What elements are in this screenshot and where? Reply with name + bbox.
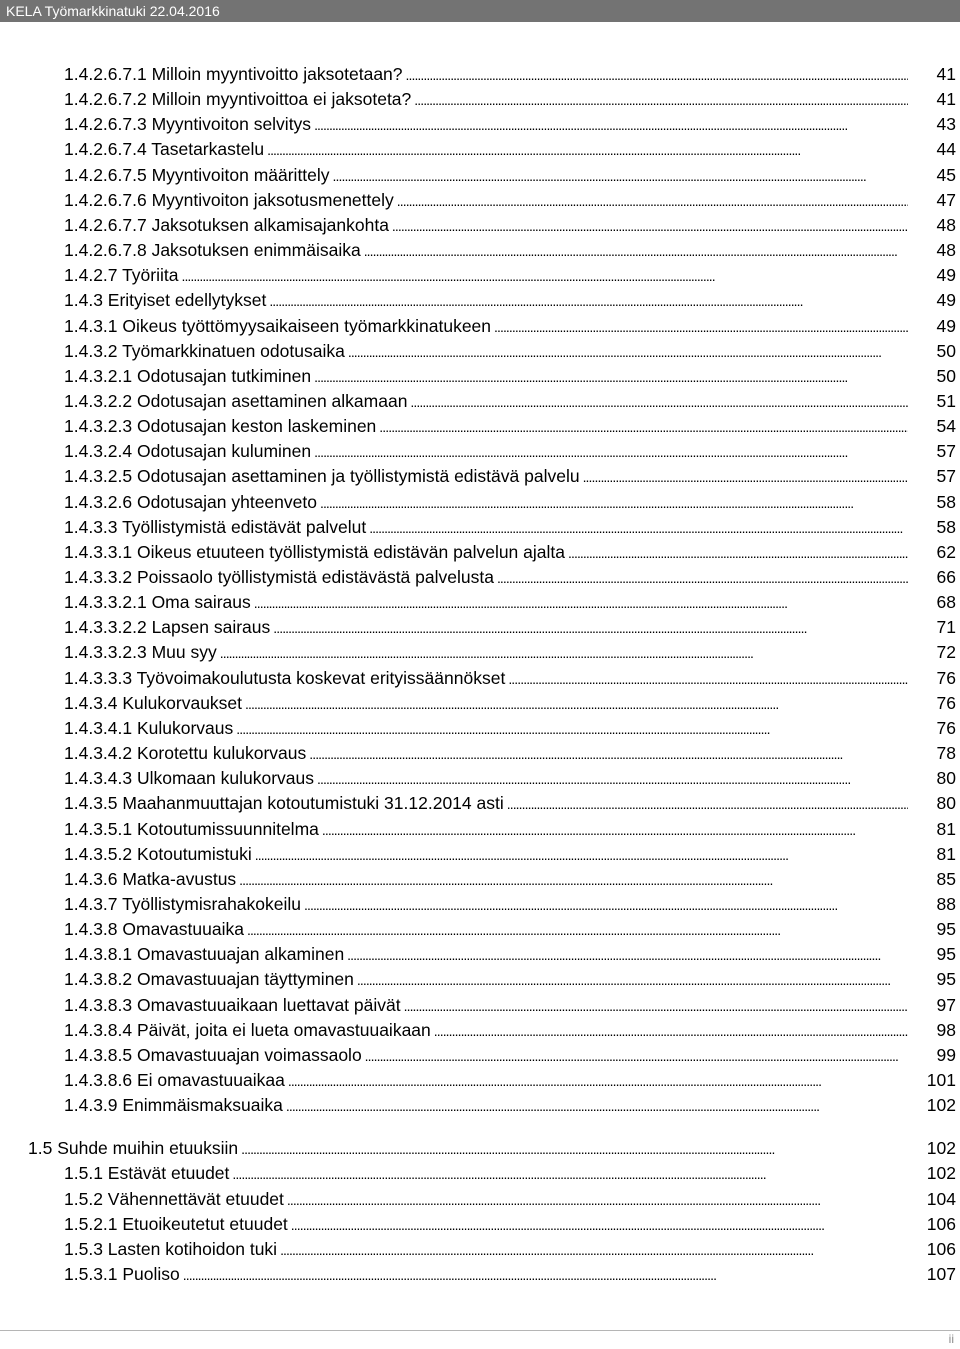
toc-entry[interactable] (64, 163, 956, 187)
toc-entry-title: 1.4.3.8.3 Omavastuuaikaan luettavat päivät (64, 994, 401, 1015)
toc-entry[interactable] (64, 716, 956, 740)
toc-entry-page: 98 (936, 1019, 956, 1040)
toc-entry-title: 1.4.2.6.7.3 Myyntivoiton selvitys (64, 114, 312, 135)
toc-entry[interactable] (64, 993, 956, 1017)
toc-dot-leader (255, 842, 908, 867)
toc-dot-leader (236, 716, 908, 741)
toc-entry-page: 97 (936, 994, 956, 1015)
toc-entry-title: 1.4.3.3.2 Poissaolo työllistymistä edistävästä palvelusta (64, 567, 494, 587)
toc-dot-leader (247, 917, 908, 942)
toc-entry[interactable] (64, 439, 956, 463)
toc-dot-leader (322, 817, 908, 842)
toc-entry-title: 1.4.3.8 Omavastuuaika (64, 919, 244, 940)
toc-entry-page: 49 (936, 265, 956, 286)
toc-entry-title: 1.4.3.4.2 Korotettu kulukorvaus (64, 743, 307, 763)
toc-entry-title: 1.4.3.4.1 Kulukorvaus (64, 717, 234, 738)
toc-dot-leader (333, 163, 908, 188)
toc-entry-page: 57 (936, 466, 956, 487)
toc-entry[interactable] (64, 666, 956, 690)
toc-entry[interactable] (64, 1068, 956, 1092)
toc-entry-page: 58 (936, 491, 956, 512)
toc-entry-page: 41 (936, 64, 956, 84)
toc-entry[interactable] (64, 112, 956, 136)
toc-entry[interactable] (64, 490, 956, 514)
toc-entry-page: 48 (936, 240, 956, 261)
toc-entry-page: 66 (936, 567, 956, 587)
toc-entry[interactable] (64, 1262, 956, 1286)
toc-entry-page: 95 (936, 944, 956, 965)
toc-dot-leader (568, 540, 908, 565)
toc-dot-leader (280, 1237, 908, 1262)
toc-entry-page: 95 (936, 919, 956, 940)
toc-entry-page: 57 (936, 441, 956, 462)
toc-entry[interactable] (64, 464, 956, 488)
toc-entry[interactable] (64, 967, 956, 991)
toc-entry-title: 1.4.2.7 Työriita (64, 265, 179, 286)
toc-entry-page: 107 (926, 1264, 956, 1284)
toc-entry[interactable] (64, 892, 956, 916)
toc-entry-title: 1.5.1 Estävät etuudet (64, 1163, 230, 1184)
toc-entry-title: 1.4.3.4 Kulukorvaukset (64, 692, 243, 713)
toc-dot-leader (314, 112, 908, 137)
toc-entry-title: 1.4.3.2.6 Odotusajan yhteenveto (64, 491, 317, 512)
toc-entry-page: 106 (926, 1213, 956, 1234)
toc-entry[interactable] (64, 917, 956, 941)
toc-entry[interactable] (64, 62, 956, 86)
toc-entry[interactable] (64, 1237, 956, 1261)
toc-entry-page: 81 (936, 818, 956, 839)
toc-entry[interactable] (64, 791, 956, 815)
toc-entry[interactable] (64, 842, 956, 866)
toc-entry[interactable] (64, 414, 956, 438)
toc-entry-page: 48 (936, 214, 956, 235)
toc-entry-title: 1.4.3.8.6 Ei omavastuuaikaa (64, 1070, 285, 1090)
toc-entry-title: 1.4.2.6.7.4 Tasetarkastelu (64, 139, 265, 160)
toc-entry-page: 88 (936, 893, 956, 914)
toc-entry[interactable] (64, 1018, 956, 1042)
toc-dot-leader (434, 1018, 908, 1043)
toc-entry[interactable] (64, 741, 956, 765)
toc-entry-title: 1.4.3.5 Maahanmuuttajan kotoutumistuki 31.12.2014 asti (64, 793, 504, 814)
toc-entry-page: 50 (936, 365, 956, 386)
toc-entry-page: 78 (936, 743, 956, 763)
toc-entry[interactable] (64, 540, 956, 564)
toc-entry[interactable] (64, 314, 956, 338)
toc-dot-leader (269, 288, 908, 313)
toc-entry[interactable] (64, 867, 956, 891)
toc-dot-leader (347, 942, 908, 967)
toc-dot-leader (397, 188, 908, 213)
toc-entry-page: 81 (936, 843, 956, 864)
toc-entry-title: 1.4.3.3.3 Työvoimakoulutusta koskevat erityissäännökset (64, 667, 506, 688)
toc-entry-page: 95 (936, 969, 956, 990)
toc-dot-leader (181, 263, 908, 288)
toc-dot-leader (220, 640, 908, 665)
toc-entry-page: 71 (936, 617, 956, 638)
toc-dot-leader (406, 62, 908, 87)
toc-entry-page: 49 (936, 290, 956, 311)
toc-entry-page: 47 (936, 189, 956, 210)
toc-entry[interactable] (28, 1136, 956, 1160)
toc-dot-leader (507, 791, 908, 816)
toc-entry-title: 1.5.3 Lasten kotihoidon tuki (64, 1238, 278, 1259)
toc-entry-page: 85 (936, 868, 956, 889)
toc-entry-title: 1.4.3.3.2.3 Muu syy (64, 642, 217, 663)
toc-dot-leader (288, 1068, 908, 1093)
toc-entry-title: 1.4.3.3.1 Oikeus etuuteen työllistymistä edistävän palvelun ajalta (64, 541, 565, 562)
toc-entry-title: 1.4.2.6.7.5 Myyntivoiton määrittely (64, 164, 330, 185)
toc-dot-leader (287, 1187, 908, 1212)
toc-entry-title: 1.4.3 Erityiset edellytykset (64, 290, 267, 311)
toc-entry-page: 41 (936, 89, 956, 110)
toc-entry[interactable] (64, 565, 956, 589)
toc-dot-leader (314, 364, 908, 389)
toc-entry-title: 1.4.3.4.3 Ulkomaan kulukorvaus (64, 768, 314, 789)
toc-entry-page: 102 (926, 1138, 956, 1159)
toc-entry-page: 50 (936, 340, 956, 361)
toc-dot-leader (286, 1093, 908, 1118)
toc-entry-title: 1.4.2.6.7.1 Milloin myyntivoitto jaksotetaan? (64, 64, 403, 84)
toc-dot-leader (304, 892, 908, 917)
toc-entry[interactable] (64, 188, 956, 212)
toc-entry-page: 44 (936, 139, 956, 160)
toc-dot-leader (254, 590, 908, 615)
toc-entry-page: 101 (926, 1070, 956, 1090)
toc-entry-title: 1.4.3.2.5 Odotusajan asettaminen ja työllistymistä edistävä palvelu (64, 466, 580, 487)
toc-entry-page: 72 (936, 642, 956, 663)
toc-entry[interactable] (64, 1093, 956, 1117)
toc-entry[interactable] (64, 213, 956, 237)
toc-entry-title: 1.4.3.7 Työllistymisrahakokeilu (64, 893, 302, 914)
toc-entry[interactable] (64, 1212, 956, 1236)
toc-entry-page: 45 (936, 164, 956, 185)
toc-entry[interactable] (64, 263, 956, 287)
toc-entry[interactable] (64, 942, 956, 966)
toc-entry-title: 1.4.3.2 Työmarkkinatuen odotusaika (64, 340, 345, 361)
toc-entry-title: 1.5.2.1 Etuoikeutetut etuudet (64, 1213, 288, 1234)
toc-entry-title: 1.4.2.6.7.8 Jaksotuksen enimmäisaika (64, 240, 361, 261)
toc-dot-leader (369, 515, 908, 540)
toc-entry-title: 1.4.3.5.1 Kotoutumissuunnitelma (64, 818, 319, 839)
toc-entry-title: 1.4.3.8.4 Päivät, joita ei lueta omavastuuaikaan (64, 1019, 431, 1040)
toc-dot-leader (314, 439, 908, 464)
toc-entry-page: 102 (926, 1095, 956, 1116)
toc-entry[interactable] (64, 364, 956, 388)
toc-entry[interactable] (64, 1187, 956, 1211)
toc-entry-page: 76 (936, 717, 956, 738)
toc-entry-page: 68 (936, 592, 956, 613)
toc-entry-page: 62 (936, 541, 956, 562)
header-bar (0, 0, 960, 22)
toc-entry-page: 102 (926, 1163, 956, 1184)
toc-dot-leader (317, 766, 908, 791)
toc-entry-page: 104 (926, 1188, 956, 1209)
toc-entry-page: 51 (936, 390, 956, 411)
toc-dot-leader (497, 565, 908, 590)
toc-entry-page: 43 (936, 114, 956, 135)
toc-entry-title: 1.4.2.6.7.7 Jaksotuksen alkamisajankohta (64, 214, 389, 235)
toc-entry-title: 1.4.3.3 Työllistymistä edistävät palvelut (64, 516, 367, 537)
toc-dot-leader (414, 87, 908, 112)
toc-entry-title: 1.4.3.8.5 Omavastuuajan voimassaolo (64, 1044, 362, 1065)
toc-dot-leader (364, 238, 908, 263)
toc-dot-leader (392, 213, 908, 238)
toc-entry-title: 1.4.3.9 Enimmäismaksuaika (64, 1095, 283, 1116)
toc-entry-title: 1.4.3.2.1 Odotusajan tutkiminen (64, 365, 312, 386)
toc-entry-page: 49 (936, 315, 956, 336)
toc-dot-leader (309, 741, 908, 766)
toc-entry[interactable] (64, 640, 956, 664)
toc-entry-page: 54 (936, 416, 956, 437)
toc-dot-leader (494, 314, 908, 339)
toc-entry-page: 80 (936, 793, 956, 814)
toc-dot-leader (365, 1043, 908, 1068)
toc-entry-page: 99 (936, 1044, 956, 1065)
toc-entry[interactable] (64, 766, 956, 790)
toc-entry-title: 1.4.2.6.7.6 Myyntivoiton jaksotusmenettely (64, 189, 394, 210)
toc-entry[interactable] (64, 590, 956, 614)
document-header-title: KELA Työmarkkinatuki 22.04.2016 (6, 3, 220, 19)
toc-entry-title: 1.5 Suhde muihin etuuksiin (28, 1138, 239, 1159)
toc-entry-page: 76 (936, 692, 956, 713)
toc-entry[interactable] (64, 615, 956, 639)
page-number: ii (948, 1332, 954, 1346)
toc-entry-title: 1.4.3.3.2.1 Oma sairaus (64, 592, 251, 613)
toc-entry-page: 58 (936, 516, 956, 537)
toc-entry-title: 1.5.3.1 Puoliso (64, 1264, 180, 1284)
toc-entry[interactable] (64, 817, 956, 841)
toc-entry[interactable] (64, 339, 956, 363)
toc-dot-leader (404, 993, 908, 1018)
toc-entry-title: 1.4.3.2.2 Odotusajan asettaminen alkamaan (64, 390, 408, 411)
toc-dot-leader (273, 615, 908, 640)
toc-entry[interactable] (64, 288, 956, 312)
toc-entry-page: 80 (936, 768, 956, 789)
toc-dot-leader (379, 414, 908, 439)
toc-entry[interactable] (64, 87, 956, 111)
toc-entry-page: 76 (936, 667, 956, 688)
footer-divider (0, 1330, 960, 1331)
toc-dot-leader (232, 1161, 908, 1186)
toc-entry-page: 106 (926, 1238, 956, 1259)
toc-entry-title: 1.4.3.6 Matka-avustus (64, 868, 237, 889)
toc-entry[interactable] (64, 515, 956, 539)
toc-entry[interactable] (64, 1161, 956, 1185)
toc-entry-title: 1.4.3.2.3 Odotusajan keston laskeminen (64, 416, 377, 437)
toc-dot-leader (508, 666, 908, 691)
toc-entry-title: 1.4.3.5.2 Kotoutumistuki (64, 843, 252, 864)
toc-dot-leader (410, 389, 908, 414)
toc-dot-leader (239, 867, 908, 892)
toc-entry-title: 1.4.3.3.2.2 Lapsen sairaus (64, 617, 271, 638)
toc-dot-leader (357, 967, 908, 992)
toc-dot-leader (245, 691, 908, 716)
toc-dot-leader (183, 1262, 908, 1287)
toc-entry-title: 1.4.3.8.1 Omavastuuajan alkaminen (64, 944, 345, 965)
toc-entry[interactable] (64, 691, 956, 715)
toc-entry-title: 1.4.3.2.4 Odotusajan kuluminen (64, 441, 312, 462)
toc-entry[interactable] (64, 238, 956, 262)
toc-dot-leader (241, 1136, 908, 1161)
toc-entry[interactable] (64, 389, 956, 413)
toc-entry-title: 1.5.2 Vähennettävät etuudet (64, 1188, 284, 1209)
toc-dot-leader (320, 490, 908, 515)
toc-entry-title: 1.4.3.8.2 Omavastuuajan täyttyminen (64, 969, 354, 990)
toc-dot-leader (267, 137, 908, 162)
toc-entry[interactable] (64, 137, 956, 161)
toc-entry-title: 1.4.2.6.7.2 Milloin myyntivoittoa ei jaksoteta? (64, 89, 412, 110)
toc-dot-leader (348, 339, 908, 364)
toc-entry-title: 1.4.3.1 Oikeus työttömyysaikaiseen työmarkkinatukeen (64, 315, 492, 336)
toc-dot-leader (291, 1212, 908, 1237)
toc-entry[interactable] (64, 1043, 956, 1067)
toc-dot-leader (583, 464, 908, 489)
